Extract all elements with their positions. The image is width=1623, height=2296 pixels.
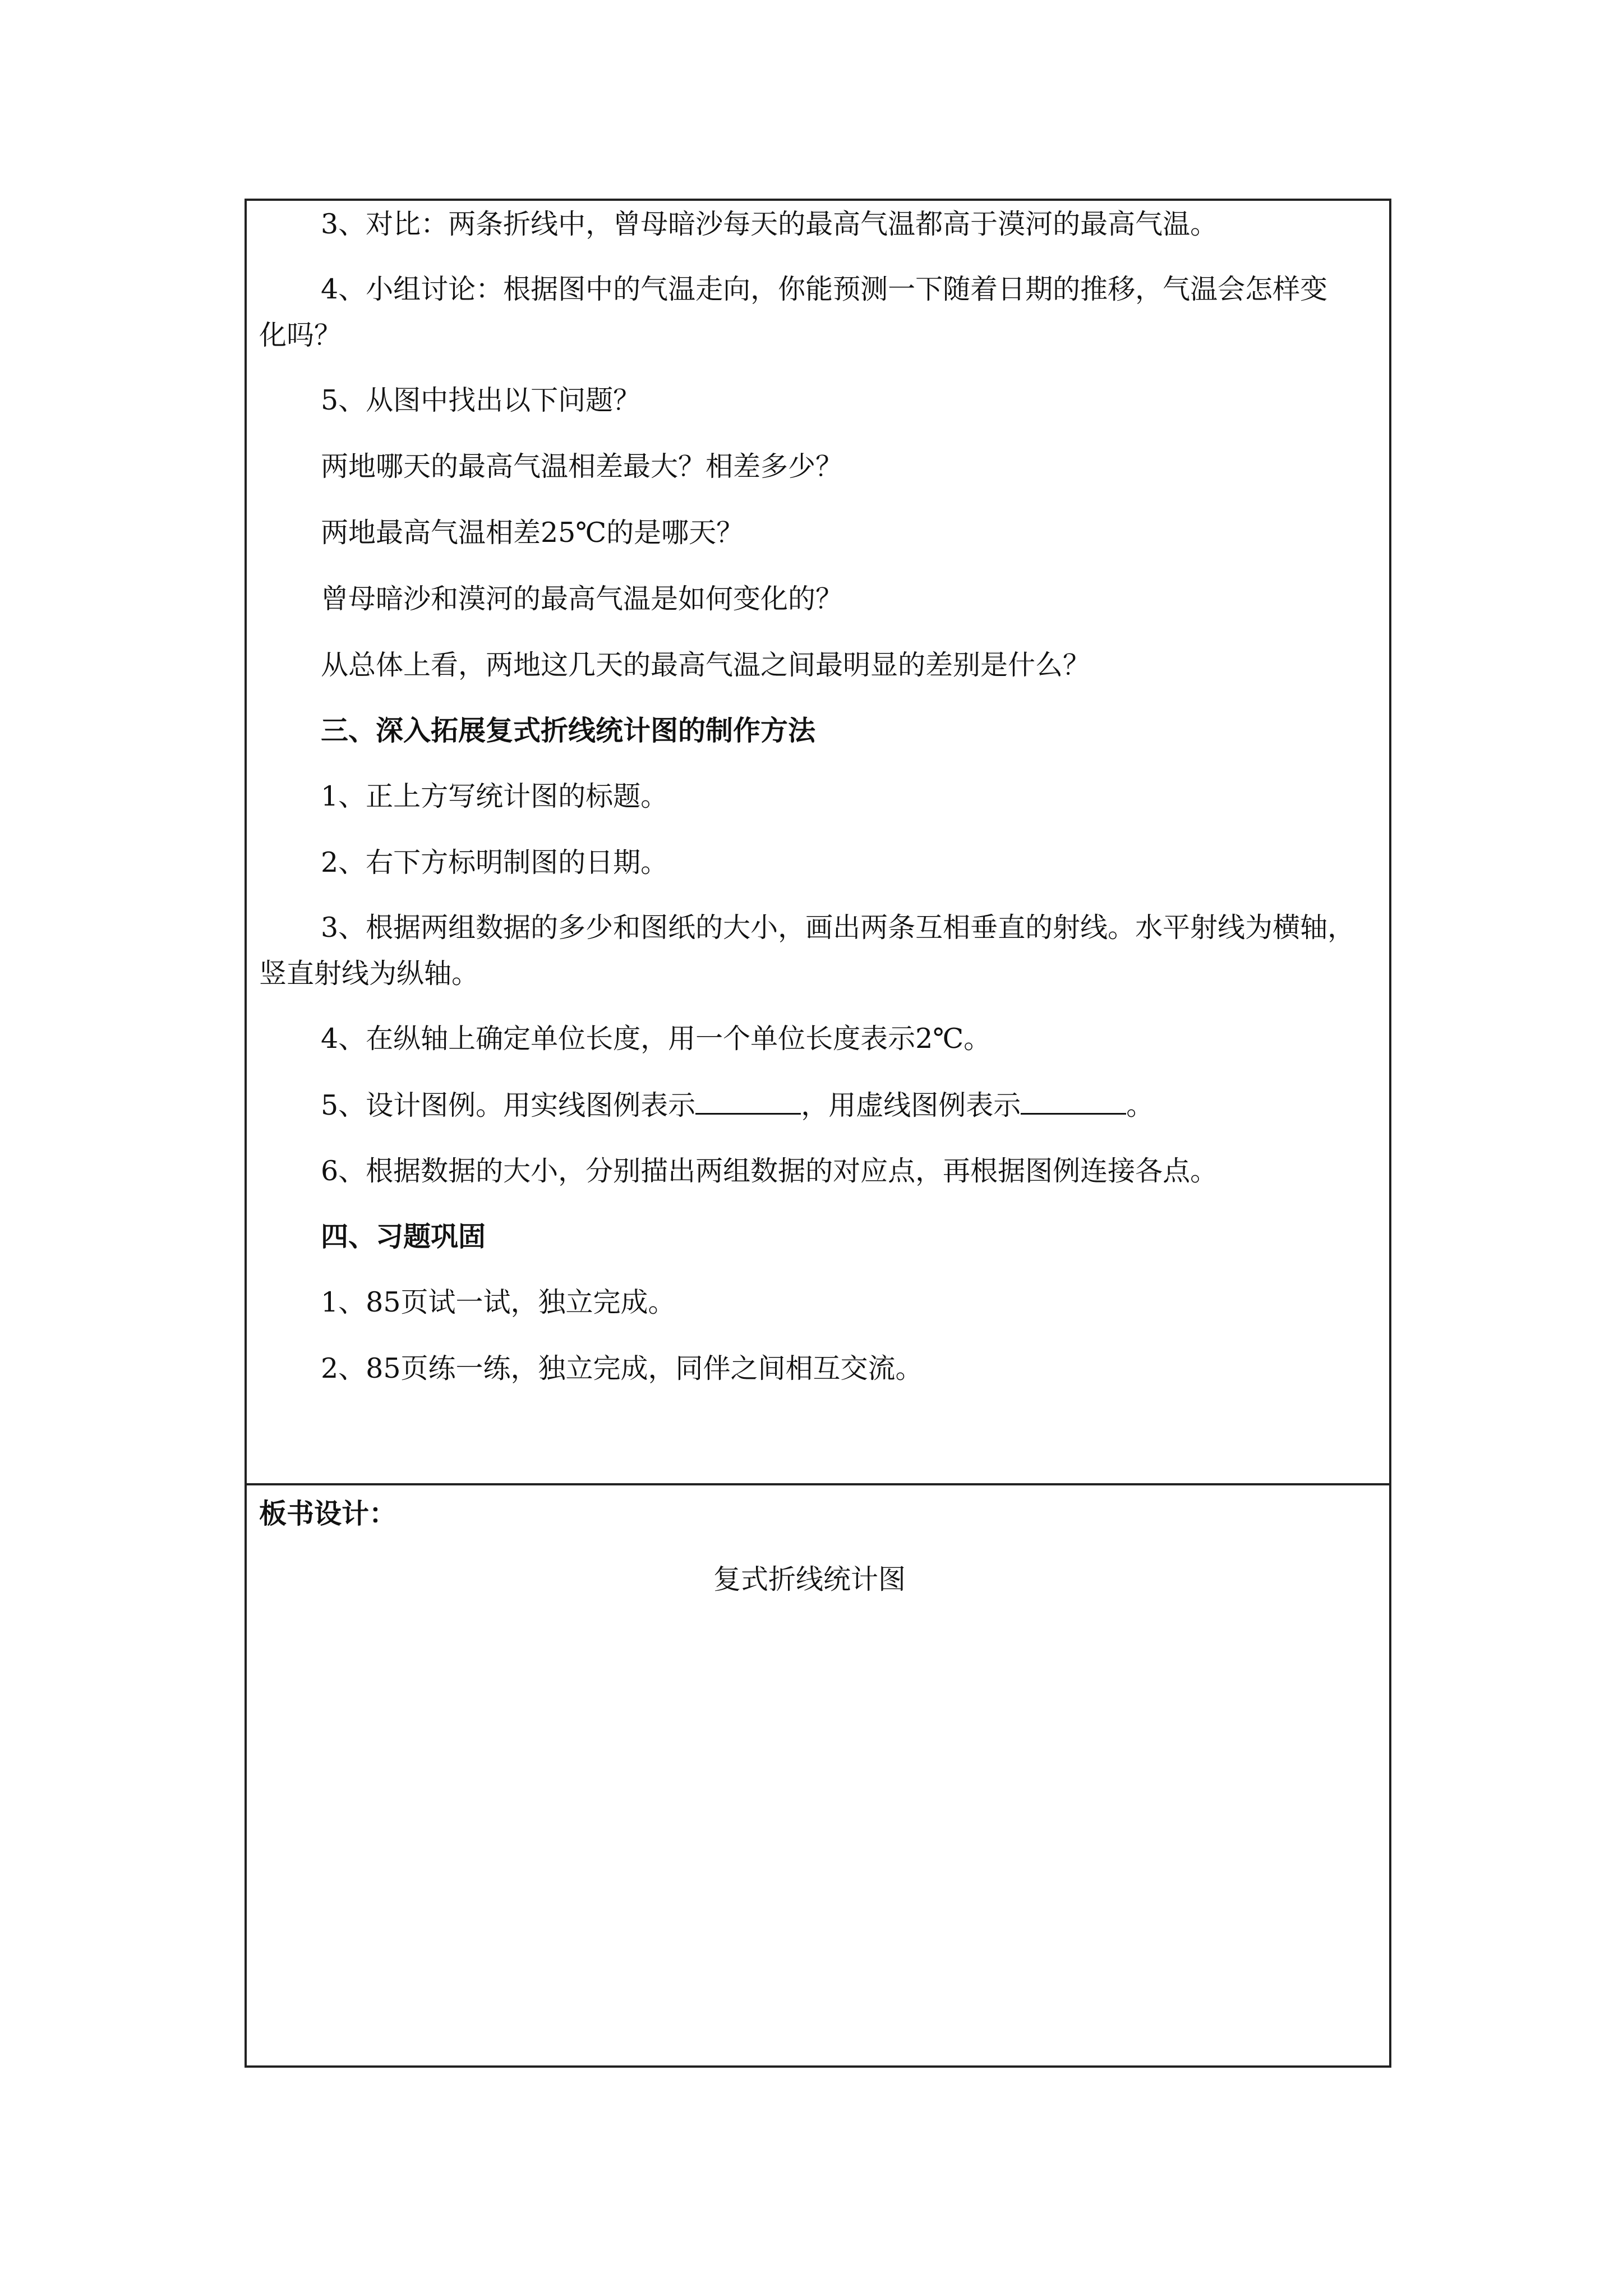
exercise-2: 2、85页练一练，独立完成，同伴之间相互交流。 [321,1352,923,1384]
method-step-6: 6、根据数据的大小，分别描出两组数据的对应点，再根据图例连接各点。 [321,1155,1218,1187]
section3-heading: 三、深入拓展复式折线统计图的制作方法 [321,714,816,747]
legend-suffix: 。 [1126,1089,1154,1121]
section4-heading: 四、习题巩固 [321,1220,486,1253]
question-2: 两地最高气温相差25℃的是哪天？ [321,517,744,549]
question-1: 两地哪天的最高气温相差最大？相差多少？ [321,450,843,482]
content-line-5: 5、从图中找出以下问题？ [321,384,641,416]
content-line-3: 3、对比：两条折线中，曾母暗沙每天的最高气温都高于漠河的最高气温。 [321,208,1218,240]
lesson-content-cell [247,201,1389,1485]
method-step-3-cont: 竖直射线为纵轴。 [259,958,479,990]
method-step-3: 3、根据两组数据的多少和图纸的大小，画出两条互相垂直的射线。水平射线为横轴， [321,912,1355,944]
legend-middle: ，用虚线图例表示 [801,1089,1021,1121]
lesson-table [245,199,1391,2068]
legend-prefix: 5、设计图例。用实线图例表示 [321,1089,696,1121]
question-4: 从总体上看，两地这几天的最高气温之间最明显的差别是什么？ [321,649,1091,681]
content-line-4-cont: 化吗？ [259,319,342,351]
content-line-4: 4、小组讨论：根据图中的气温走向，你能预测一下随着日期的推移，气温会怎样变 [321,273,1328,305]
method-step-5 [321,1088,1154,1122]
board-design-cell [247,1485,1389,2065]
method-step-2: 2、右下方标明制图的日期。 [321,846,668,878]
question-3: 曾母暗沙和漠河的最高气温是如何变化的？ [321,583,843,615]
fill-blank-dashed [1021,1088,1126,1115]
board-design-label: 板书设计： [259,1497,397,1530]
method-step-4: 4、在纵轴上确定单位长度，用一个单位长度表示2℃。 [321,1023,992,1055]
exercise-1: 1、85页试一试，独立完成。 [321,1286,676,1318]
fill-blank-solid [695,1088,801,1115]
method-step-1: 1、正上方写统计图的标题。 [321,780,668,812]
board-design-title: 复式折线统计图 [713,1563,906,1595]
